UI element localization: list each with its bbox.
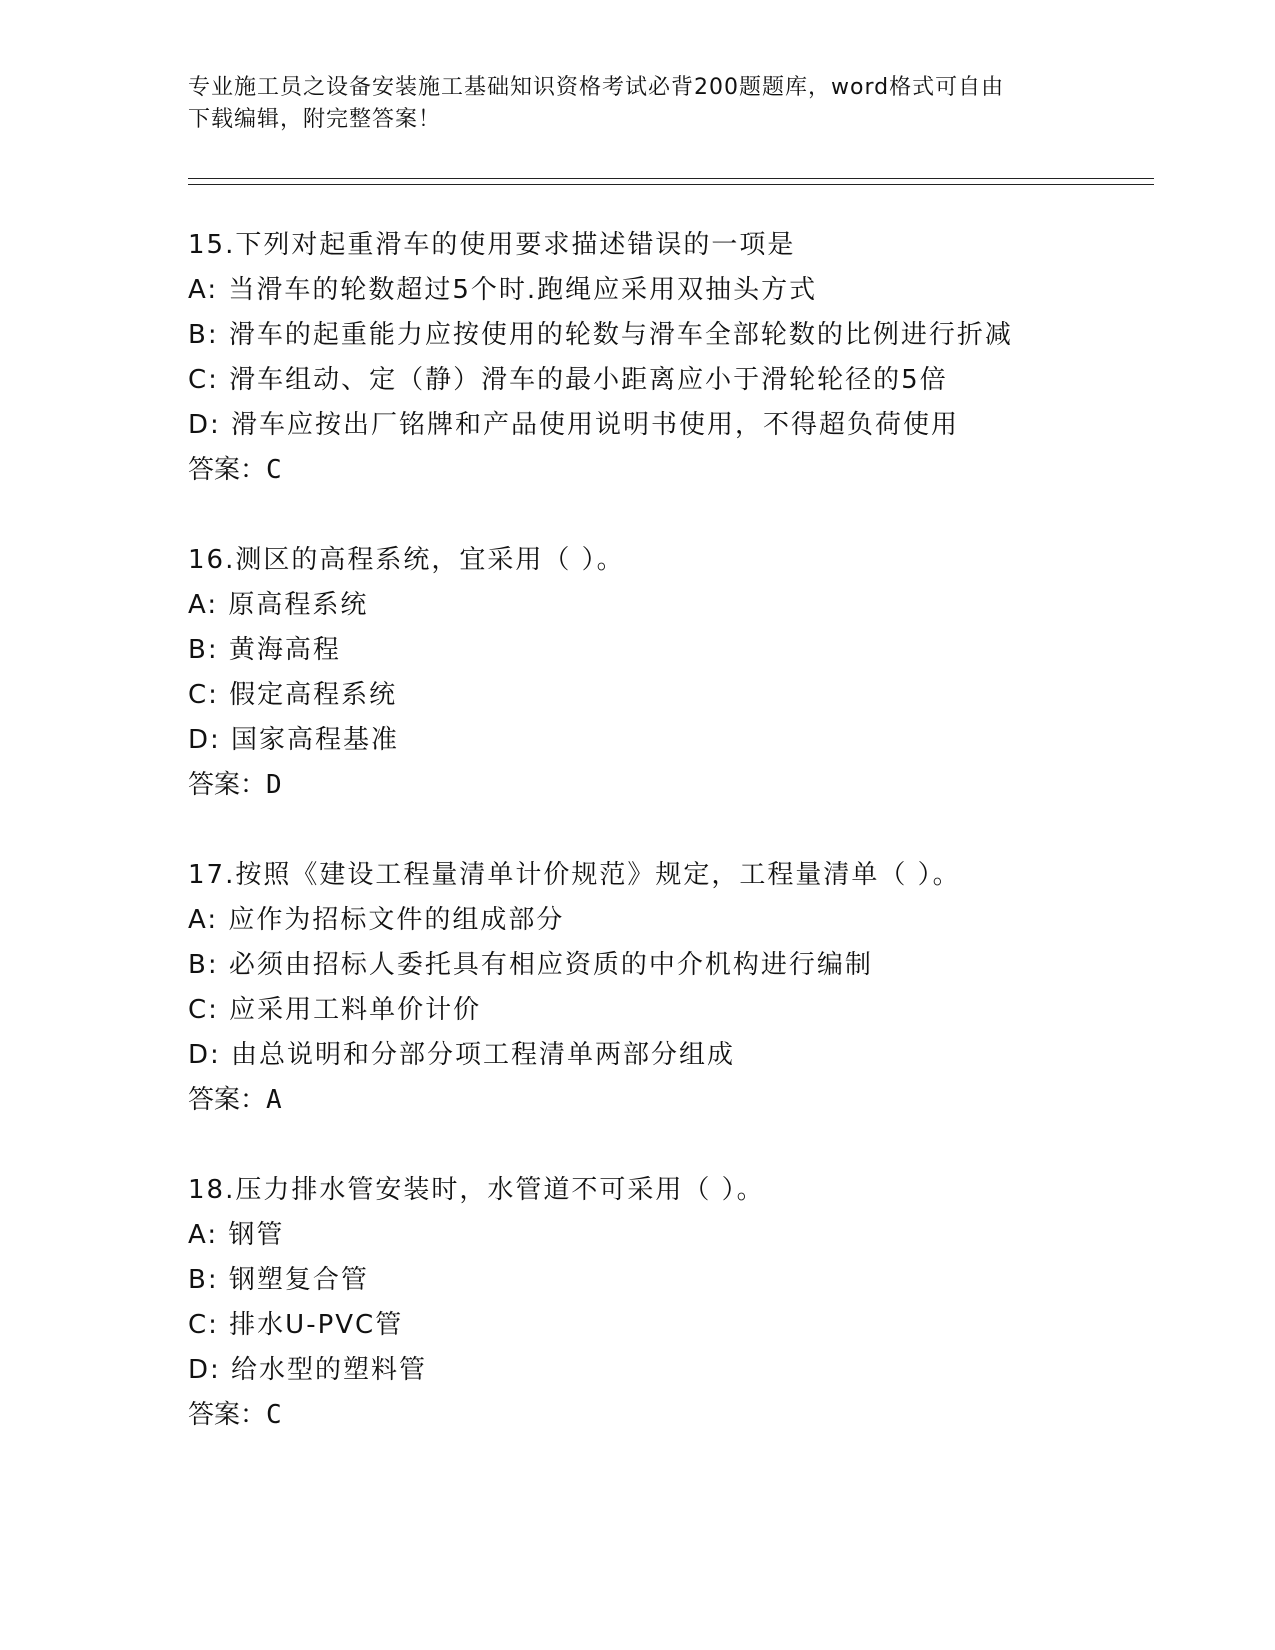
answer-line — [188, 763, 1148, 808]
document-header — [188, 72, 1088, 136]
header-divider-bottom — [188, 184, 1154, 185]
answer-line — [188, 1078, 1148, 1123]
header-line-1: 专业施工员之设备安装施工基础知识资格考试必背200题题库，word格式可自由 — [188, 75, 1005, 100]
option-c: C: 应采用工料单价计价 — [188, 995, 482, 1025]
option-d: D: 由总说明和分部分项工程清单两部分组成 — [188, 1040, 736, 1070]
question-stem: 16.测区的高程系统，宜采用（ ）。 — [188, 545, 625, 575]
answer-value: A — [266, 1085, 282, 1115]
answer-value: D — [266, 770, 282, 800]
answer-value: C — [266, 455, 282, 485]
question-18 — [188, 1168, 1148, 1438]
question-stem: 17.按照《建设工程量清单计价规范》规定，工程量清单（ ）。 — [188, 860, 961, 890]
option-b: B: 滑车的起重能力应按使用的轮数与滑车全部轮数的比例进行折减 — [188, 320, 1013, 350]
option-a: A: 原高程系统 — [188, 590, 369, 620]
answer-value: C — [266, 1400, 282, 1430]
option-c: C: 假定高程系统 — [188, 680, 398, 710]
answer-line — [188, 1393, 1148, 1438]
option-c: C: 排水U-PVC管 — [188, 1310, 404, 1340]
option-b: B: 钢塑复合管 — [188, 1265, 369, 1295]
option-d: D: 滑车应按出厂铭牌和产品使用说明书使用，不得超负荷使用 — [188, 410, 960, 440]
answer-label: 答案： — [188, 1400, 267, 1430]
answer-line — [188, 448, 1148, 493]
option-a: A: 应作为招标文件的组成部分 — [188, 905, 565, 935]
question-15 — [188, 223, 1148, 493]
header-line-2: 下载编辑，附完整答案！ — [188, 107, 442, 132]
answer-label: 答案： — [188, 770, 267, 800]
option-c: C: 滑车组动、定（静）滑车的最小距离应小于滑轮轮径的5倍 — [188, 365, 948, 395]
question-16 — [188, 538, 1148, 808]
option-b: B: 黄海高程 — [188, 635, 341, 665]
option-a: A: 钢管 — [188, 1220, 285, 1250]
option-b: B: 必须由招标人委托具有相应资质的中介机构进行编制 — [188, 950, 873, 980]
question-stem: 15.下列对起重滑车的使用要求描述错误的一项是 — [188, 230, 796, 260]
question-17 — [188, 853, 1148, 1123]
option-a: A: 当滑车的轮数超过5个时.跑绳应采用双抽头方式 — [188, 275, 818, 305]
answer-label: 答案： — [188, 1085, 267, 1115]
option-d: D: 国家高程基准 — [188, 725, 400, 755]
answer-label: 答案： — [188, 455, 267, 485]
option-d: D: 给水型的塑料管 — [188, 1355, 428, 1385]
question-stem: 18.压力排水管安装时，水管道不可采用（ ）。 — [188, 1175, 765, 1205]
header-divider-top — [188, 178, 1154, 179]
